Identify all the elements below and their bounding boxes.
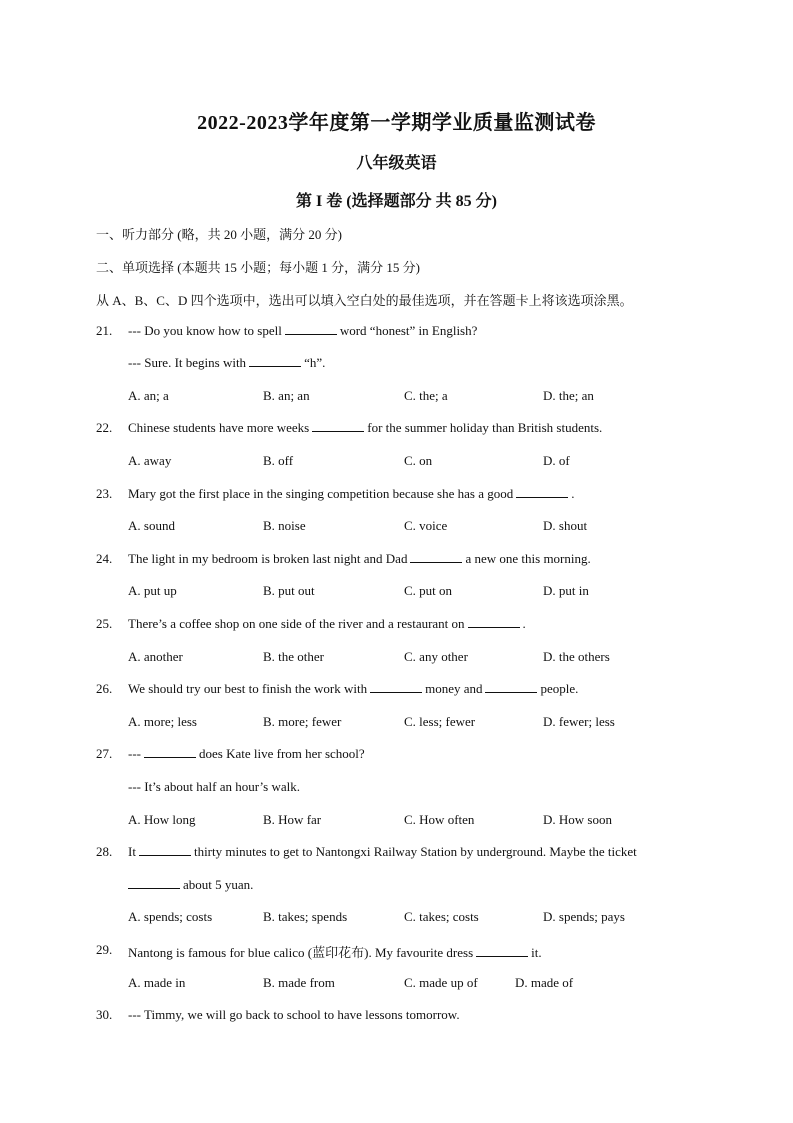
option-a: A. more; less bbox=[128, 714, 197, 729]
answer-blank bbox=[139, 844, 191, 856]
question-text bbox=[128, 420, 602, 436]
option-d: D. put in bbox=[543, 583, 589, 598]
option-a: A. sound bbox=[128, 518, 175, 533]
option-c: C. voice bbox=[404, 518, 448, 533]
option-b: B. put out bbox=[263, 583, 315, 598]
option-b: B. the other bbox=[263, 649, 325, 664]
option-d: D. the; an bbox=[543, 388, 594, 403]
answer-blank bbox=[144, 746, 196, 758]
question-number: 24. bbox=[96, 551, 113, 566]
option-d: D. How soon bbox=[543, 812, 612, 827]
option-a: A. How long bbox=[128, 812, 196, 827]
section-listening: 一、听力部分 (略，共 20 小题，满分 20 分) bbox=[96, 227, 342, 242]
answer-blank bbox=[476, 945, 528, 957]
option-b: B. How far bbox=[263, 812, 322, 827]
question-text-part: --- bbox=[128, 746, 141, 761]
answer-blank bbox=[410, 551, 462, 563]
option-c: C. any other bbox=[404, 649, 468, 664]
exam-title: 2022-2023学年度第一学期学业质量监测试卷 bbox=[197, 112, 596, 134]
question-text-part: does Kate live from her school? bbox=[199, 746, 365, 761]
question-text-part: a new one this morning. bbox=[465, 551, 591, 566]
question-number: 23. bbox=[96, 486, 113, 501]
question-number: 28. bbox=[96, 844, 113, 859]
option-d: D. of bbox=[543, 453, 570, 468]
question-text bbox=[128, 942, 542, 961]
question-text-part: There’s a coffee shop on one side of the river and a restaurant on bbox=[128, 616, 465, 631]
question-text-part: . bbox=[571, 486, 575, 501]
question-text-part: “h”. bbox=[304, 355, 326, 370]
question-text bbox=[128, 681, 578, 697]
option-c: C. put on bbox=[404, 583, 453, 598]
question-text-part: The light in my bedroom is broken last night and Dad bbox=[128, 551, 408, 566]
question-text: --- Timmy, we will go back to school to have lessons tomorrow. bbox=[128, 1007, 460, 1022]
option-c: C. takes; costs bbox=[404, 909, 479, 924]
option-a: A. made in bbox=[128, 975, 186, 990]
question-text-line2 bbox=[128, 355, 325, 371]
option-b: B. made from bbox=[263, 975, 335, 990]
option-a: A. put up bbox=[128, 583, 177, 598]
question-text-part: It bbox=[128, 844, 136, 859]
option-c: C. on bbox=[404, 453, 433, 468]
option-a: A. away bbox=[128, 453, 172, 468]
option-d: D. shout bbox=[543, 518, 588, 533]
question-number: 26. bbox=[96, 681, 113, 696]
question-text bbox=[128, 551, 591, 567]
option-b: B. more; fewer bbox=[263, 714, 342, 729]
answer-blank bbox=[249, 355, 301, 367]
section-instruction: 从 A、B、C、D 四个选项中，选出可以填入空白处的最佳选项，并在答题卡上将该选项涂黑。 bbox=[96, 293, 633, 308]
question-number: 22. bbox=[96, 420, 113, 435]
option-d: D. the others bbox=[543, 649, 610, 664]
exam-subtitle: 八年级英语 bbox=[356, 155, 437, 172]
question-text-part: word “honest” in English? bbox=[339, 323, 478, 338]
question-text-part: Mary got the first place in the singing competition because she has a good bbox=[128, 486, 514, 501]
question-text-part: --- Do you know how to spell bbox=[128, 323, 282, 338]
option-d: D. spends; pays bbox=[543, 909, 625, 924]
option-b: B. an; an bbox=[263, 388, 310, 403]
answer-blank bbox=[128, 877, 180, 889]
question-text-part: We should try our best to finish the work with bbox=[128, 681, 368, 696]
option-a: A. another bbox=[128, 649, 183, 664]
question-number: 25. bbox=[96, 616, 113, 631]
part-heading: 第 I 卷 (选择题部分 共 85 分) bbox=[296, 193, 497, 210]
option-b: B. takes; spends bbox=[263, 909, 348, 924]
option-b: B. off bbox=[263, 453, 294, 468]
option-c: C. made up of bbox=[404, 975, 478, 990]
answer-blank bbox=[468, 616, 520, 628]
question-text-line2: --- It’s about half an hour’s walk. bbox=[128, 779, 300, 794]
question-number: 21. bbox=[96, 323, 113, 338]
question-text-part: Chinese students have more weeks bbox=[128, 420, 310, 435]
question-text-part: people. bbox=[540, 681, 579, 696]
question-text-line2 bbox=[128, 877, 253, 893]
question-number: 27. bbox=[96, 746, 113, 761]
section-single-choice: 二、单项选择 (本题共 15 小题；每小题 1 分，满分 15 分) bbox=[96, 260, 420, 275]
question-text bbox=[128, 323, 477, 339]
option-a: A. an; a bbox=[128, 388, 169, 403]
option-d: D. fewer; less bbox=[543, 714, 615, 729]
question-text-part: for the summer holiday than British students. bbox=[367, 420, 603, 435]
question-text-part: . bbox=[522, 616, 526, 631]
answer-blank bbox=[370, 681, 422, 693]
question-text bbox=[128, 486, 574, 502]
question-number: 29. bbox=[96, 942, 113, 957]
answer-blank bbox=[312, 420, 364, 432]
question-text bbox=[128, 844, 637, 860]
question-text-part: money and bbox=[425, 681, 483, 696]
question-text-part: about 5 yuan. bbox=[183, 877, 254, 892]
question-text-part: --- Sure. It begins with bbox=[128, 355, 247, 370]
option-a: A. spends; costs bbox=[128, 909, 213, 924]
answer-blank bbox=[285, 323, 337, 335]
question-text bbox=[128, 746, 365, 762]
option-c: C. the; a bbox=[404, 388, 448, 403]
answer-blank bbox=[485, 681, 537, 693]
option-d: D. made of bbox=[515, 975, 574, 990]
option-c: C. less; fewer bbox=[404, 714, 476, 729]
question-text-part: Nantong is famous for blue calico (蓝印花布). My favourite dress bbox=[128, 945, 474, 960]
question-text-part: thirty minutes to get to Nantongxi Railway Station by underground. Maybe the ticket bbox=[193, 844, 637, 859]
option-c: C. How often bbox=[404, 812, 475, 827]
question-text bbox=[128, 616, 526, 632]
question-text-part: it. bbox=[531, 945, 542, 960]
answer-blank bbox=[516, 486, 568, 498]
option-b: B. noise bbox=[263, 518, 306, 533]
question-number: 30. bbox=[96, 1007, 113, 1022]
